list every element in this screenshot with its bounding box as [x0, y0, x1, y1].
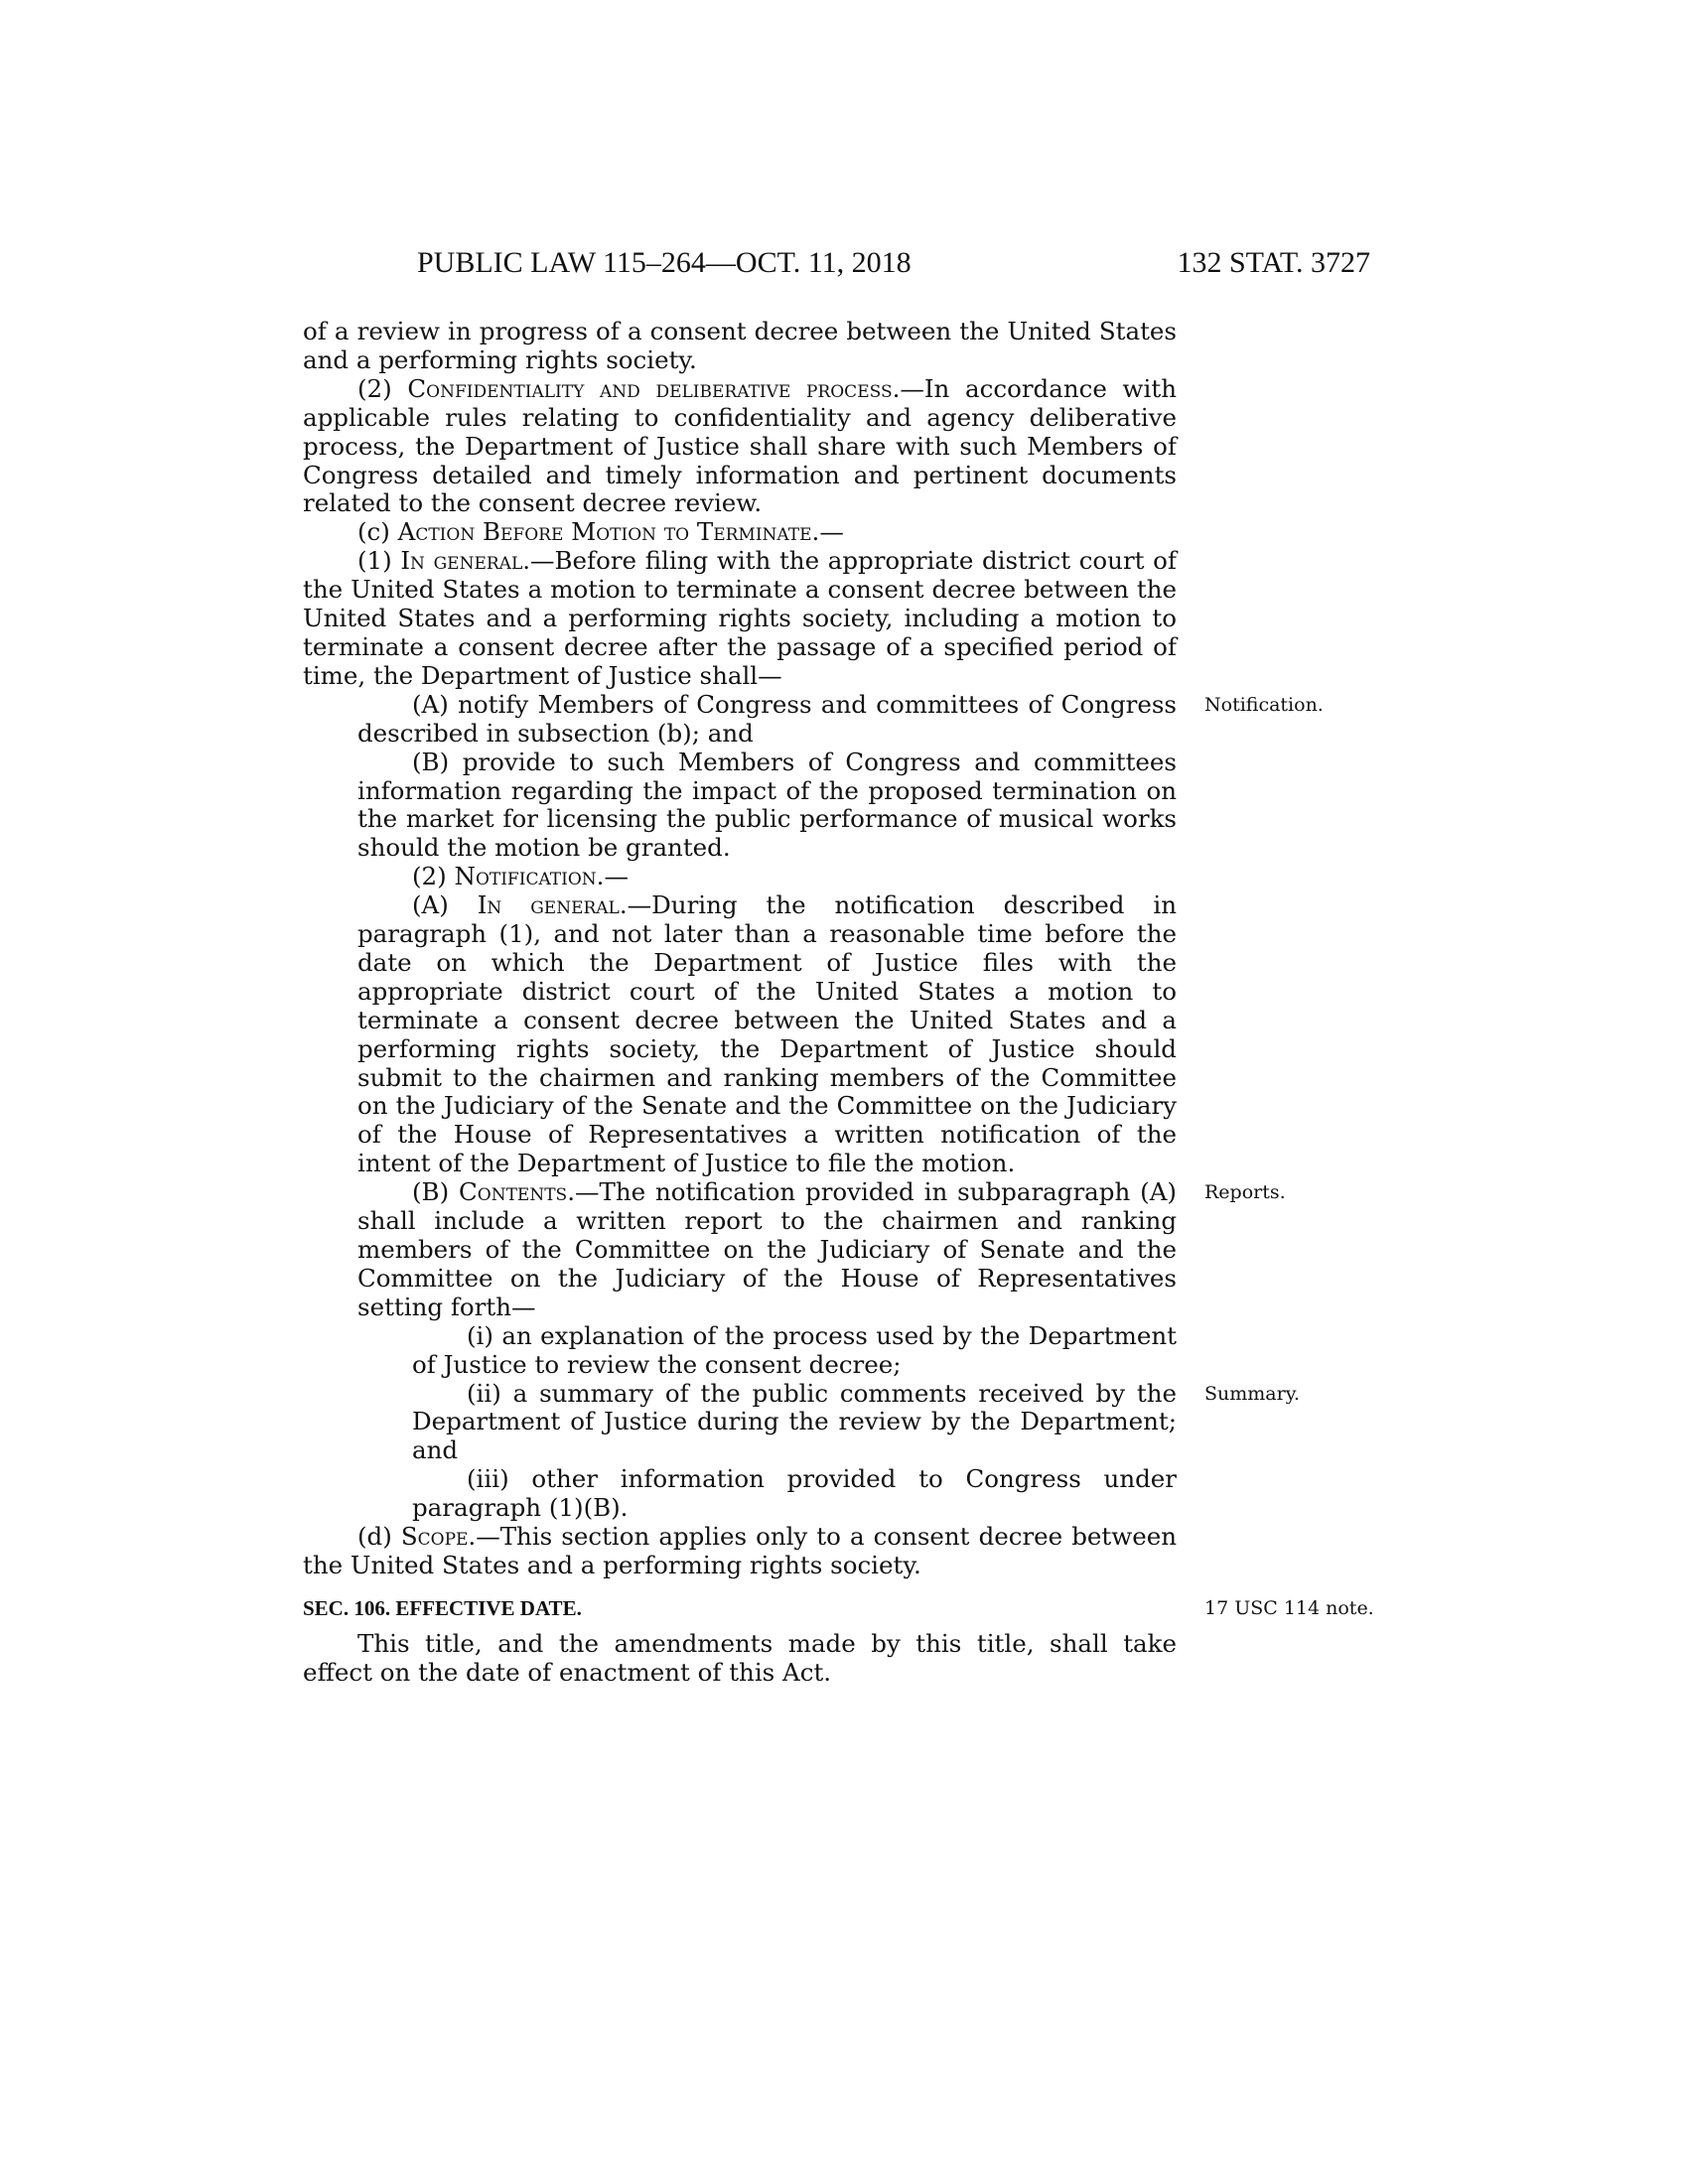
- subsection-d: (d) Scope.—This section applies only to a consent decree between the United States and a performing rights society.: [303, 1522, 1177, 1579]
- running-head: PUBLIC LAW 115–264—OCT. 11, 2018: [417, 246, 912, 279]
- paragraph-c2: (2) Notification.—: [412, 862, 629, 891]
- section-heading: SEC. 106. EFFECTIVE DATE. 17 USC 114 note.: [303, 1595, 1374, 1620]
- margin-note-usc: 17 USC 114 note.: [1204, 1596, 1374, 1619]
- subsection-c: (c) Action Before Motion to Terminate.—: [357, 517, 844, 547]
- subparagraph-c1a: (A) notify Members of Congress and committees of Congress described in subsection (b); and Notification.: [357, 689, 1324, 748]
- statute-page-number: 132 STAT. 3727: [1177, 246, 1370, 279]
- margin-note-notification: Notification.: [1204, 693, 1324, 716]
- subparagraph-c2a: (A) In general.—During the notification described in paragraph (1), and not later than a reasonable time before the date on which the Department of Justice files with the appropriate district court of the United States a motion to terminate a consent decree between the United States and a performing rights society, the Department of Justice should submit to the chairmen and ranking members of the Committee on the Judiciary of the Senate and the Committee on the Judiciary of the House of Representatives a written notification of the intent of the Department of Justice to file the motion.: [357, 890, 1177, 1178]
- subparagraph-c2b: (B) Contents.—The notification provided in subparagraph (A) shall include a written report to the chairmen and ranking members of the Committee on the Judiciary of Senate and the Committee on the Judiciary of the House of Representatives setting forth— Reports.: [357, 1177, 1286, 1321]
- body-text: [303, 317, 1374, 1688]
- paragraph-c1: (1) In general.—Before filing with the appropriate district court of the United States a motion to terminate a consent decree between the United States and a performing rights society, including a motion to terminate a consent decree after the passage of a specified period of time, the Department of Justice shall—: [303, 546, 1177, 690]
- clause-ii: (ii) a summary of the public comments received by the Department of Justice during the review by the Department; and Summary.: [412, 1378, 1300, 1465]
- paragraph-continuation: of a review in progress of a consent decree between the United States and a performing rights society.: [303, 317, 1177, 374]
- clause-iii: (iii) other information provided to Congress under paragraph (1)(B).: [412, 1464, 1177, 1523]
- paragraph-b2: (2) Confidentiality and deliberative process.—In accordance with applicable rules relating to confidentiality and agency deliberative process, the Department of Justice shall share with such Members of Congress detailed and timely information and pertinent documents related to the consent decree review.: [303, 373, 1177, 518]
- effective-date-paragraph: This title, and the amendments made by this title, shall take effect on the date of enactment of this Act.: [303, 1628, 1177, 1687]
- clause-i: (i) an explanation of the process used by the Department of Justice to review the consent decree;: [412, 1320, 1177, 1379]
- margin-note-reports: Reports.: [1204, 1181, 1286, 1204]
- page-header: [417, 246, 1370, 286]
- margin-note-summary: Summary.: [1204, 1382, 1300, 1405]
- subparagraph-c1b: (B) provide to such Members of Congress and committees information regarding the impact of the proposed termination on the market for licensing the public performance of musical works should the motion be granted.: [357, 747, 1177, 863]
